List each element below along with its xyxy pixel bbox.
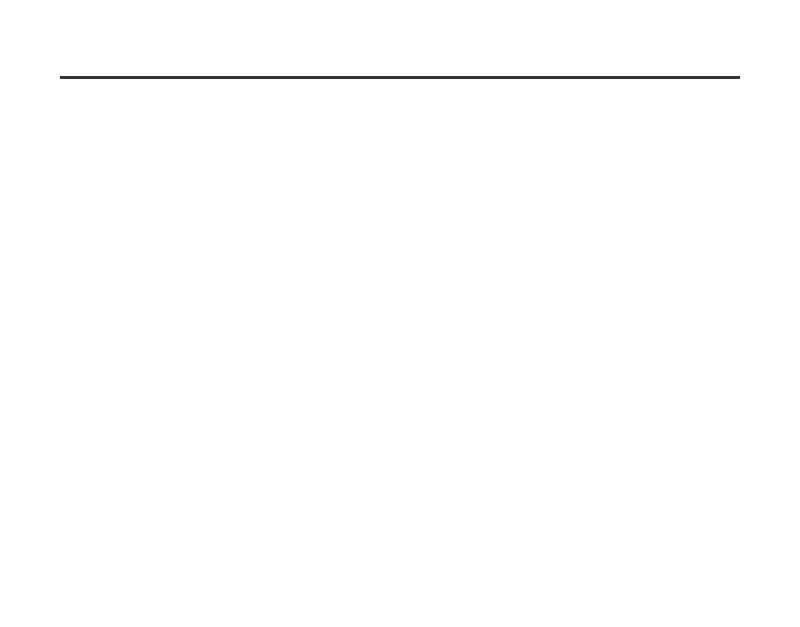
article-column-left — [58, 96, 393, 556]
headline-rule — [60, 76, 740, 79]
article-column-right — [415, 96, 750, 556]
